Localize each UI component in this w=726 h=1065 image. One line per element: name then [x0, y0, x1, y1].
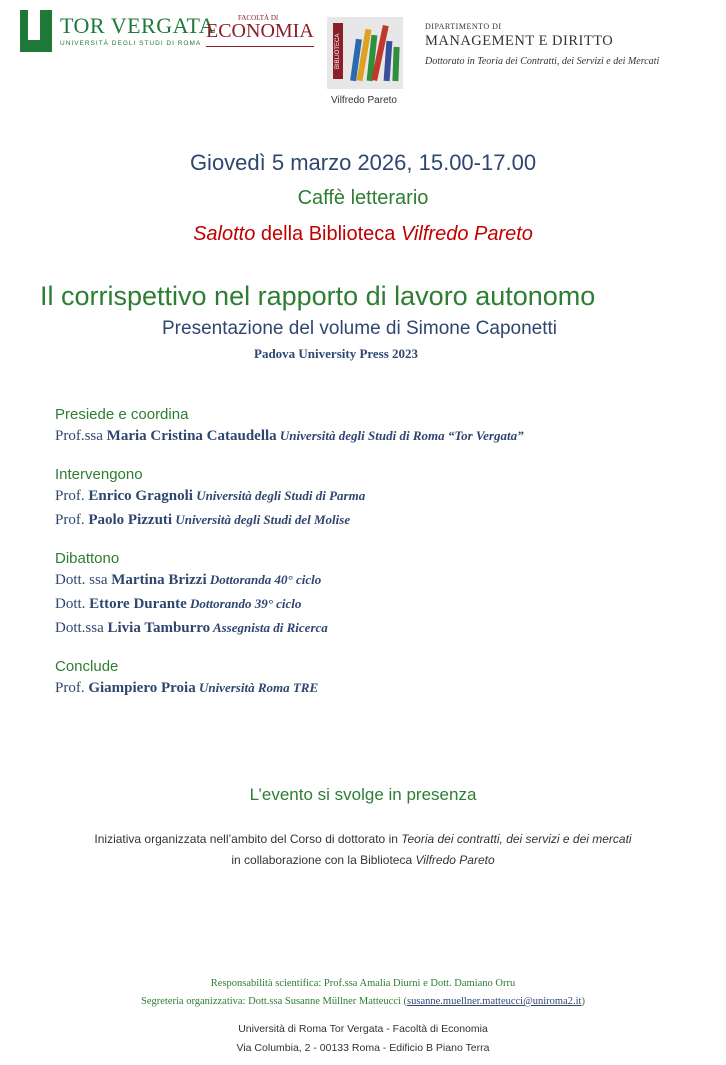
event-date: Giovedì 5 marzo 2026, 15.00-17.00 [189, 150, 537, 175]
person-row [55, 676, 715, 700]
economia-logo [206, 14, 316, 48]
program [55, 406, 715, 718]
biblioteca-caption: Vilfredo Pareto [331, 95, 397, 106]
organization-line1 [0, 832, 726, 846]
organization-line2 [0, 853, 726, 867]
organization-line1-italic: Teoria dei contratti, dei servizi e dei mercati [401, 832, 632, 846]
resp-value: Prof.ssa Amalia Diurni e Dott. Damiano Orru [321, 978, 516, 989]
organization-line2-italic: Vilfredo Pareto [415, 853, 495, 867]
segr-email-link[interactable]: susanne.muellner.matteucci@uniroma2.it [407, 996, 582, 1007]
event-type: Caffè letterario [297, 187, 429, 209]
person-row [55, 508, 715, 532]
resp-label: Responsabilità scientifica: [210, 978, 322, 989]
section-speakers [55, 466, 715, 532]
event-place [0, 223, 726, 246]
person-name: Paolo Pizzuti [88, 512, 173, 528]
event-subtitle: Presentazione del volume di Simone Caponetti [162, 318, 558, 339]
person-title: Dott.ssa [55, 620, 108, 636]
person-row [55, 592, 715, 616]
tor-vergata-emblem-icon [20, 10, 52, 52]
organization-line1-text: Iniziativa organizzata nell’ambito del Corso di dottorato in [94, 832, 402, 846]
department-phd: Dottorato in Teoria dei Contratti, dei Servizi e dei Mercati [425, 56, 660, 67]
scientific-responsibility [0, 978, 726, 989]
address-line1: Università di Roma Tor Vergata - Facoltà di Economia [238, 1023, 488, 1035]
economia-small: FACOLTÀ DI [238, 14, 279, 22]
person-affiliation: Dottorando 39° ciclo [186, 596, 302, 611]
tor-vergata-subtitle: UNIVERSITÀ DEGLI STUDI DI ROMA [60, 40, 202, 47]
person-name: Ettore Durante [89, 596, 187, 612]
person-affiliation: Università Roma TRE [195, 680, 319, 695]
person-affiliation: Assegnista di Ricerca [210, 620, 328, 635]
person-name: Enrico Gragnoli [88, 488, 193, 504]
person-affiliation: Dottoranda 40° ciclo [206, 572, 322, 587]
organization-line2-text: in collaborazione con la Biblioteca [231, 853, 416, 867]
person-name: Martina Brizzi [111, 572, 207, 588]
person-title: Prof. [55, 488, 89, 504]
person-title: Prof. [55, 512, 89, 528]
page-title: Il corrispettivo nel rapporto di lavoro autonomo [40, 281, 596, 311]
person-affiliation: Università degli Studi di Parma [192, 488, 366, 503]
section-heading: Dibattono [55, 550, 120, 567]
person-title: Dott. [55, 596, 90, 612]
section-conclusion [55, 658, 715, 700]
economia-name: ECONOMIA [206, 20, 314, 42]
section-heading: Intervengono [55, 466, 143, 483]
section-debate [55, 550, 715, 640]
tor-vergata-name: TOR VERGATA [60, 13, 216, 38]
person-name: Livia Tamburro [107, 620, 211, 636]
person-affiliation: Università degli Studi di Roma “Tor Vergata” [276, 428, 524, 443]
person-title: Prof. [55, 680, 89, 696]
biblioteca-logo [327, 17, 407, 109]
person-title: Prof.ssa [55, 428, 107, 444]
event-place-middle: della Biblioteca [255, 223, 401, 245]
section-chair [55, 406, 715, 448]
department-small: DIPARTIMENTO DI [425, 22, 502, 31]
person-row [55, 616, 715, 640]
event-place-italic2: Vilfredo Pareto [400, 223, 533, 245]
address-line2: Via Columbia, 2 - 00133 Roma - Edificio B Piano Terra [236, 1042, 490, 1054]
department-name: MANAGEMENT E DIRITTO [425, 33, 614, 49]
person-name: Giampiero Proia [88, 680, 196, 696]
department-block [425, 22, 725, 67]
person-row [55, 568, 715, 592]
biblioteca-label: BIBLIOTECA [333, 23, 343, 79]
person-row [55, 484, 715, 508]
economia-underline [206, 46, 314, 47]
organizing-secretariat [0, 996, 726, 1007]
person-affiliation: Università degli Studi del Molise [172, 512, 351, 527]
section-heading: Conclude [55, 658, 119, 675]
person-row [55, 424, 715, 448]
person-name: Maria Cristina Cataudella [106, 428, 277, 444]
biblioteca-books-icon [327, 17, 403, 89]
tor-vergata-logo [20, 10, 216, 56]
event-place-italic1: Salotto [193, 223, 256, 245]
segr-label: Segreteria organizzativa: [141, 996, 246, 1007]
publisher: Padova University Press 2023 [254, 346, 419, 361]
segr-close: ) [581, 996, 585, 1007]
attendance-note: L’evento si svolge in presenza [249, 785, 477, 804]
person-title: Dott. ssa [55, 572, 112, 588]
section-heading: Presiede e coordina [55, 406, 189, 423]
segr-value: Dott.ssa Susanne Müllner Matteucci ( [245, 996, 408, 1007]
